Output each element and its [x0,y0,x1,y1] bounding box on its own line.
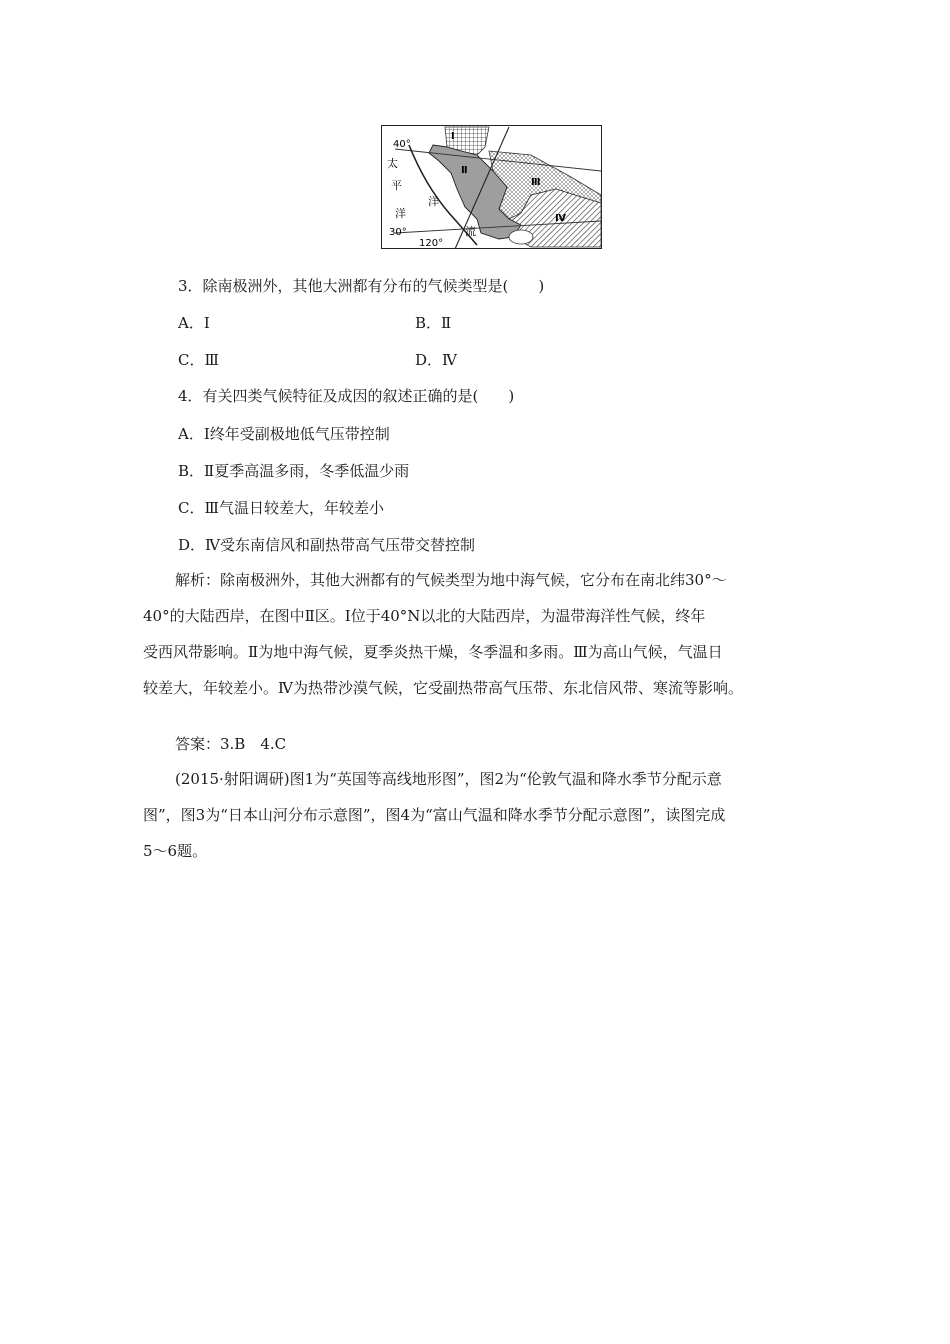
next-line-3: 5～6题。 [143,842,208,860]
next-line-2: 图”，图3为“日本山河分布示意图”，图4为“富山气温和降水季节分配示意图”，读图完成 [143,806,726,824]
next-line-1: (2015·射阳调研)图1为“英国等高线地形图”，图2为“伦敦气温和降水季节分配示意 [175,770,722,788]
answer-line: 答案：3.B 4.C [175,735,287,753]
zone-4-label: Ⅳ [555,213,566,224]
lon-120-label: 120° [419,238,444,249]
current-char-2: 流 [465,225,476,238]
analysis-line-1: 解析：除南极洲外，其他大洲都有的气候类型为地中海气候，它分布在南北纬30°～ [175,571,727,589]
current-char-1: 洋 [428,195,439,208]
analysis-line-4: 较差大，年较差小。Ⅳ为热带沙漠气候，它受副热带高气压带、东北信风带、寒流等影响。 [143,679,743,697]
analysis-paragraph [143,562,808,706]
ocean-char-2: 平 [391,179,402,192]
q3-stem: 3．除南极洲外，其他大洲都有分布的气候类型是( ) [178,277,545,295]
q4-option-d[interactable]: D．Ⅳ受东南信风和副热带高气压带交替控制 [178,536,476,554]
q3-option-d[interactable]: D．Ⅳ [415,351,458,369]
zone-3-label: Ⅲ [531,177,541,188]
next-intro-paragraph [143,761,808,869]
q4-option-a[interactable]: A．Ⅰ终年受副极地低气压带控制 [178,425,390,443]
lat-30-label: 30° [389,227,407,238]
q3-option-b[interactable]: B．Ⅱ [415,314,452,332]
ocean-char-3: 洋 [395,207,406,220]
zone-2-label: Ⅱ [461,165,468,176]
lat-40-label: 40° [393,139,411,150]
q4-option-b[interactable]: B．Ⅱ夏季高温多雨，冬季低温少雨 [178,462,410,480]
analysis-line-3: 受西风带影响。Ⅱ为地中海气候，夏季炎热干燥，冬季温和多雨。Ⅲ为高山气候，气温日 [143,643,723,661]
q3-option-a[interactable]: A．Ⅰ [178,314,210,332]
climate-map [381,125,602,249]
q3-option-c[interactable]: C．Ⅲ [178,351,219,369]
lake-blob [509,230,533,244]
analysis-line-2: 40°的大陆西岸，在图中Ⅱ区。Ⅰ位于40°N以北的大陆西岸，为温带海洋性气候，终年 [143,607,706,625]
climate-map-figure [381,125,602,249]
q4-stem: 4．有关四类气候特征及成因的叙述正确的是( ) [178,387,515,405]
zone-1-label: Ⅰ [451,131,455,142]
ocean-char-1: 太 [387,157,398,170]
q4-option-c[interactable]: C．Ⅲ气温日较差大，年较差小 [178,499,384,517]
